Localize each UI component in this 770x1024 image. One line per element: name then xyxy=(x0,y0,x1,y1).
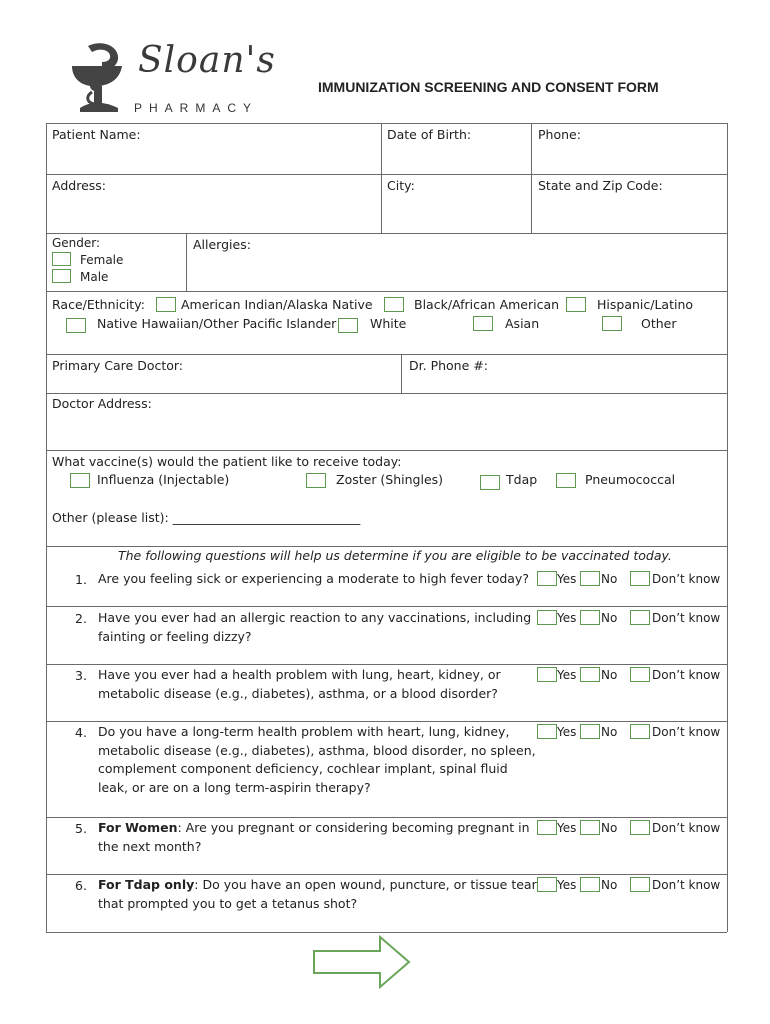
race-checkbox-white[interactable] xyxy=(338,318,358,333)
yes-label: Yes xyxy=(557,572,577,586)
yes-checkbox[interactable] xyxy=(537,667,557,682)
question-number: 2. xyxy=(75,611,87,626)
dont-know-checkbox[interactable] xyxy=(630,667,650,682)
race-checkbox-other[interactable] xyxy=(602,316,622,331)
question-number: 5. xyxy=(75,821,87,836)
female-label: Female xyxy=(80,253,124,267)
question-text: For Women: Are you pregnant or considering becoming pregnant in the next month? xyxy=(98,820,530,854)
yes-label: Yes xyxy=(557,821,577,835)
dont-know-checkbox[interactable] xyxy=(630,724,650,739)
dob-label: Date of Birth: xyxy=(387,127,472,142)
dont-know-label: Don’t know xyxy=(652,668,721,682)
dont-know-label: Don’t know xyxy=(652,611,721,625)
vaccine-option-influenza: Influenza (Injectable) xyxy=(97,472,230,487)
no-label: No xyxy=(601,725,618,739)
city-label: City: xyxy=(387,178,415,193)
screening-intro: The following questions will help us determine if you are eligible to be vaccinated today. xyxy=(118,548,672,563)
no-checkbox[interactable] xyxy=(580,877,600,892)
yes-checkbox[interactable] xyxy=(537,877,557,892)
race-option-white: White xyxy=(370,316,407,331)
race-option-asian: Asian xyxy=(505,316,540,331)
race-checkbox-asian[interactable] xyxy=(473,316,493,331)
primary-doctor-label: Primary Care Doctor: xyxy=(52,358,184,373)
vaccine-checkbox-zoster[interactable] xyxy=(306,473,326,488)
question-text: Do you have a long-term health problem with heart, lung, kidney, metabolic disease (e.g., diabetes), asthma, blood disorder, no spleen, complement component deficiency, cochlear implant, spinal fluid leak, or are on a long term-aspirin therapy? xyxy=(98,724,536,795)
rx-bowl-logo-icon xyxy=(66,40,136,116)
dont-know-label: Don’t know xyxy=(652,725,721,739)
race-option-american-indian: American Indian/Alaska Native xyxy=(181,297,373,312)
gender-label: Gender: xyxy=(52,236,101,250)
race-checkbox-american-indian[interactable] xyxy=(156,297,176,312)
yes-checkbox[interactable] xyxy=(537,724,557,739)
other-vaccine-field[interactable]: Other (please list): ______________________________ xyxy=(52,510,361,525)
yes-checkbox[interactable] xyxy=(537,820,557,835)
brand-name: Sloan's xyxy=(138,40,276,81)
question-text: Have you ever had a health problem with lung, heart, kidney, or metabolic disease (e.g., diabetes), asthma, or a blood disorder? xyxy=(98,667,501,701)
dont-know-checkbox[interactable] xyxy=(630,610,650,625)
no-label: No xyxy=(601,611,618,625)
race-option-hispanic: Hispanic/Latino xyxy=(597,297,694,312)
female-checkbox[interactable] xyxy=(52,252,71,266)
yes-label: Yes xyxy=(557,668,577,682)
phone-label: Phone: xyxy=(538,127,581,142)
vaccine-option-zoster: Zoster (Shingles) xyxy=(336,472,444,487)
question-number: 4. xyxy=(75,725,87,740)
dont-know-label: Don’t know xyxy=(652,821,721,835)
patient-name-label: Patient Name: xyxy=(52,127,141,142)
doctor-address-label: Doctor Address: xyxy=(52,396,152,411)
next-arrow-icon[interactable] xyxy=(312,935,412,989)
question-text: Have you ever had an allergic reaction to any vaccinations, including fainting or feeling dizzy? xyxy=(98,610,532,644)
vaccine-option-pneumococcal: Pneumococcal xyxy=(585,472,676,487)
no-checkbox[interactable] xyxy=(580,667,600,682)
brand-subtitle: PHARMACY xyxy=(134,101,259,115)
question-text: For Tdap only: Do you have an open wound, puncture, or tissue tear that prompted you to get a tetanus shot? xyxy=(98,877,537,911)
yes-label: Yes xyxy=(557,725,577,739)
male-checkbox[interactable] xyxy=(52,269,71,283)
no-label: No xyxy=(601,821,618,835)
allergies-label: Allergies: xyxy=(193,237,251,252)
state-zip-label: State and Zip Code: xyxy=(538,178,663,193)
vaccine-checkbox-pneumococcal[interactable] xyxy=(556,473,576,488)
address-label: Address: xyxy=(52,178,106,193)
yes-label: Yes xyxy=(557,611,577,625)
dont-know-label: Don’t know xyxy=(652,878,721,892)
race-checkbox-black[interactable] xyxy=(384,297,404,312)
race-label: Race/Ethnicity: xyxy=(52,297,145,312)
male-label: Male xyxy=(80,270,109,284)
vaccine-question: What vaccine(s) would the patient like to receive today: xyxy=(52,454,402,469)
no-label: No xyxy=(601,878,618,892)
vaccine-checkbox-tdap[interactable] xyxy=(480,475,500,490)
race-checkbox-hispanic[interactable] xyxy=(566,297,586,312)
question-number: 6. xyxy=(75,878,87,893)
doctor-phone-label: Dr. Phone #: xyxy=(409,358,488,373)
no-checkbox[interactable] xyxy=(580,610,600,625)
no-checkbox[interactable] xyxy=(580,820,600,835)
yes-label: Yes xyxy=(557,878,577,892)
dont-know-checkbox[interactable] xyxy=(630,571,650,586)
race-option-black: Black/African American xyxy=(414,297,560,312)
dont-know-checkbox[interactable] xyxy=(630,820,650,835)
race-option-native-hawaiian: Native Hawaiian/Other Pacific Islander xyxy=(97,316,337,331)
race-checkbox-native-hawaiian[interactable] xyxy=(66,318,86,333)
yes-checkbox[interactable] xyxy=(537,571,557,586)
no-checkbox[interactable] xyxy=(580,571,600,586)
yes-checkbox[interactable] xyxy=(537,610,557,625)
vaccine-checkbox-influenza[interactable] xyxy=(70,473,90,488)
vaccine-option-tdap: Tdap xyxy=(506,472,538,487)
no-checkbox[interactable] xyxy=(580,724,600,739)
no-label: No xyxy=(601,668,618,682)
race-option-other: Other xyxy=(641,316,677,331)
question-text: Are you feeling sick or experiencing a moderate to high fever today? xyxy=(98,571,529,586)
no-label: No xyxy=(601,572,618,586)
form-title: IMMUNIZATION SCREENING AND CONSENT FORM xyxy=(318,79,659,95)
dont-know-checkbox[interactable] xyxy=(630,877,650,892)
dont-know-label: Don’t know xyxy=(652,572,721,586)
question-number: 3. xyxy=(75,668,87,683)
question-number: 1. xyxy=(75,572,87,587)
